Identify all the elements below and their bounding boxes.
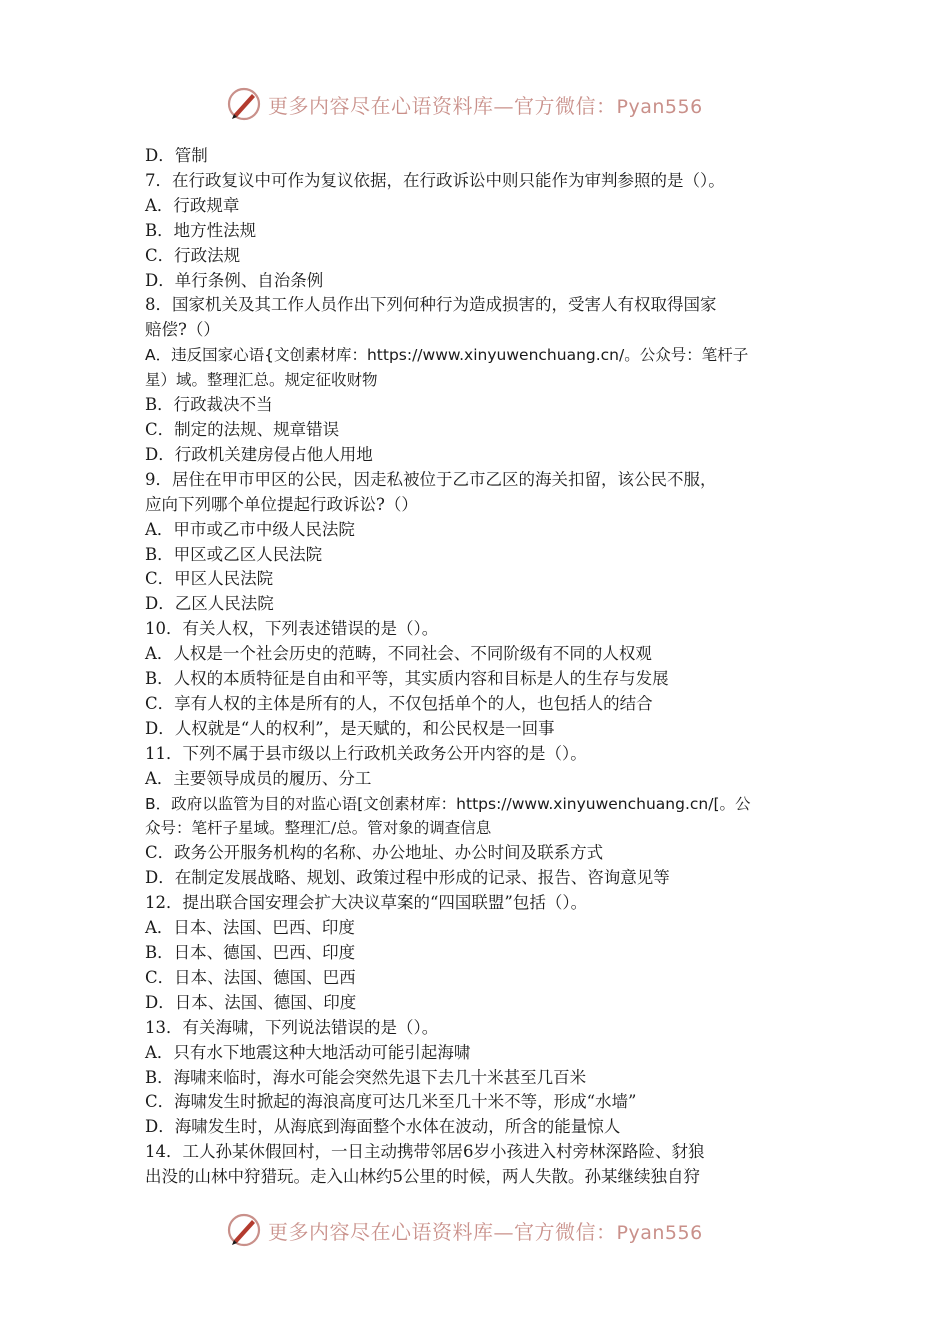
answer-option: A．行政规章 xyxy=(145,195,240,215)
question-stem: 9．居住在甲市甲区的公民，因走私被位于乙市乙区的海关扣留，该公民不服， xyxy=(145,469,717,489)
answer-option: B．地方性法规 xyxy=(145,220,257,240)
answer-option: B．甲区或乙区人民法院 xyxy=(145,544,323,564)
pen-logo-icon xyxy=(226,1212,262,1248)
answer-option: A．日本、法国、巴西、印度 xyxy=(145,918,355,938)
question-stem: 12．提出联合国安理会扩大决议草案的“四国联盟”包括（）。 xyxy=(145,893,588,913)
answer-option: C．政务公开服务机构的名称、办公地址、办公时间及联系方式 xyxy=(145,843,604,863)
question-stem: 11．下列不属于县市级以上行政机关政务公开内容的是（）。 xyxy=(145,743,587,763)
question-stem: 应向下列哪个单位提起行政诉讼?（） xyxy=(145,494,418,514)
question-stem: 8．国家机关及其工作人员作出下列何种行为造成损害的，受害人有权取得国家 xyxy=(145,295,717,315)
answer-option: 众号：笔杆子星域。整理汇/总。管对象的调查信息 xyxy=(145,819,492,838)
answer-option: D．行政机关建房侵占他人用地 xyxy=(145,444,373,464)
answer-option: C．海啸发生时掀起的海浪高度可达几米至几十米不等，形成“水墙” xyxy=(145,1092,637,1112)
answer-option: C．享有人权的主体是所有的人，不仅包括单个的人，也包括人的结合 xyxy=(145,693,653,713)
answer-option: B．海啸来临时，海水可能会突然先退下去几十米甚至几百米 xyxy=(145,1067,587,1087)
answer-option: C．甲区人民法院 xyxy=(145,569,274,589)
question-stem: 赔偿?（） xyxy=(145,320,220,340)
answer-option: D．日本、法国、德国、印度 xyxy=(145,992,357,1012)
header-watermark-banner xyxy=(226,84,703,124)
question-stem: 7．在行政复议中可作为复议依据，在行政诉讼中则只能作为审判参照的是（）。 xyxy=(145,170,725,190)
answer-option: C．日本、法国、德国、巴西 xyxy=(145,967,356,987)
answer-option: 星）域。整理汇总。规定征收财物 xyxy=(145,371,378,390)
question-stem: 14．工人孙某休假回村，一日主动携带邻居6岁小孩进入村旁林深路险、豺狼 xyxy=(145,1142,705,1162)
question-stem: 10．有关人权，下列表述错误的是（）。 xyxy=(145,619,439,639)
answer-option: B．日本、德国、巴西、印度 xyxy=(145,943,356,962)
text-line: D．管制 xyxy=(145,146,208,165)
banner-text: 更多内容尽在心语资料库—官方微信：Pyan556 xyxy=(268,93,703,118)
answer-option: D．单行条例、自治条例 xyxy=(145,270,324,290)
pen-logo-icon xyxy=(226,86,262,122)
answer-option: A．违反国家心语{文创素材库：https://www.xinyuwenchuang.cn/。公众号：笔杆子 xyxy=(145,346,749,365)
answer-option: B．行政裁决不当 xyxy=(145,395,273,415)
answer-option: D．在制定发展战略、规划、政策过程中形成的记录、报告、咨询意见等 xyxy=(145,868,670,888)
question-stem: 出没的山林中狩猎玩。走入山林约5公里的时候，两人失散。孙某继续独自狩 xyxy=(145,1167,700,1187)
banner-text: 更多内容尽在心语资料库—官方微信：Pyan556 xyxy=(268,1219,703,1244)
document-body xyxy=(145,144,815,1190)
answer-option: A．主要领导成员的履历、分工 xyxy=(145,768,372,788)
answer-option: D．乙区人民法院 xyxy=(145,594,274,614)
answer-option: B．政府以监管为目的对监心语[文创素材库：https://www.xinyuwenchuang.cn/[。公 xyxy=(145,794,751,813)
answer-option: C．行政法规 xyxy=(145,245,241,265)
answer-option: B．人权的本质特征是自由和平等，其实质内容和目标是人的生存与发展 xyxy=(145,669,669,689)
answer-option: C．制定的法规、规章错误 xyxy=(145,419,340,439)
answer-option: A．人权是一个社会历史的范畴，不同社会、不同阶级有不同的人权观 xyxy=(145,644,652,664)
answer-option: A．只有水下地震这种大地活动可能引起海啸 xyxy=(145,1042,471,1062)
answer-option: A．甲市或乙市中级人民法院 xyxy=(145,519,355,539)
question-stem: 13．有关海啸，下列说法错误的是（）。 xyxy=(145,1017,439,1037)
answer-option: D．人权就是“人的权利”，是天赋的，和公民权是一回事 xyxy=(145,718,555,738)
answer-option: D．海啸发生时，从海底到海面整个水体在波动，所含的能量惊人 xyxy=(145,1117,621,1137)
footer-watermark-banner xyxy=(226,1210,703,1250)
